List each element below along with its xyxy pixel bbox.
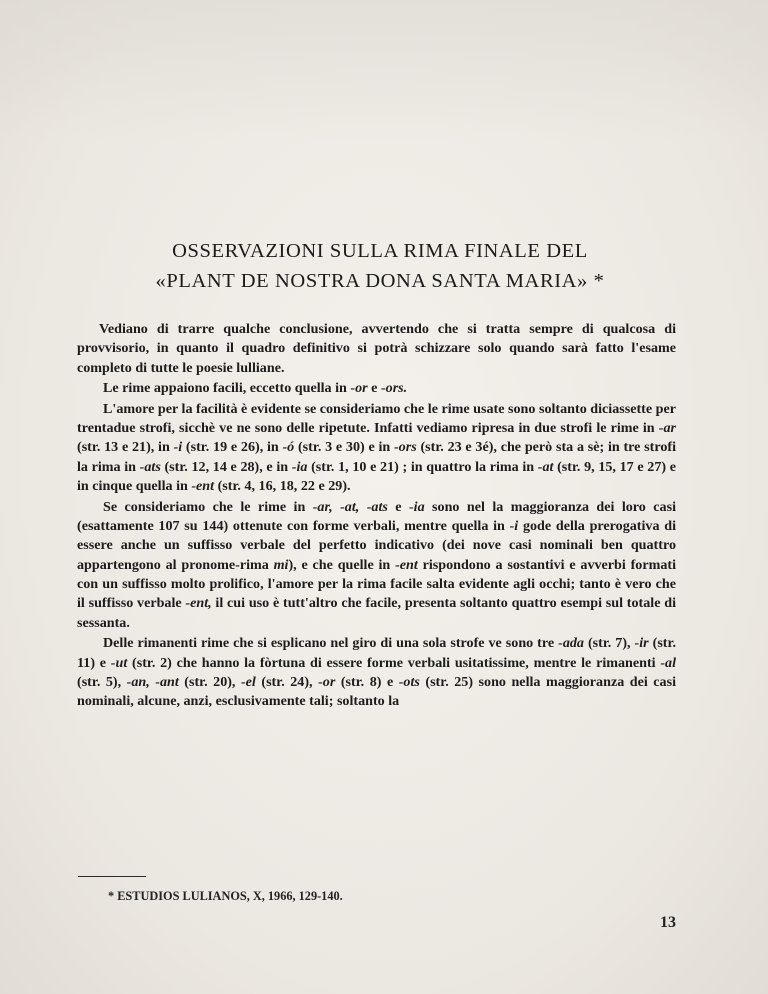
italic-term: -or bbox=[350, 380, 368, 397]
text-run: Le rime appaiono facili, eccetto quella in bbox=[103, 380, 351, 397]
italic-term: -ut bbox=[110, 654, 128, 671]
italic-term: -ors bbox=[393, 439, 417, 456]
footnote: * ESTUDIOS LULIANOS, X, 1966, 129-140. bbox=[108, 889, 343, 903]
italic-term: -ir bbox=[634, 635, 649, 652]
text-run: Vediano di trarre qualche conclusione, avvertendo che si tratta sempre di qualcosa di provvisorio, in quanto il quadro definitivo si potrà schizzare solo quando sarà fatto l'esame completo di tutte le poesie lulliane. bbox=[77, 321, 676, 376]
text-run: (str. 4, 16, 18, 22 e 29). bbox=[214, 478, 351, 495]
italic-term: -al bbox=[660, 654, 677, 671]
italic-term: -ent, bbox=[185, 595, 212, 612]
italic-term: -ats bbox=[139, 458, 161, 475]
italic-term: -ó bbox=[282, 439, 295, 456]
italic-term: -ar, -at, -ats bbox=[312, 498, 388, 515]
italic-term: -ent bbox=[191, 478, 215, 495]
text-run: (str. 12, 14 e 28), e in bbox=[160, 458, 292, 475]
text-run: (str. 9, 15, 17 e 27) e in cinque quella in bbox=[77, 458, 676, 495]
footnote-rule bbox=[78, 876, 146, 877]
article-body bbox=[77, 320, 676, 712]
text-run: (str. 25) sono nella maggioranza dei casi nominali, alcune, anzi, esclusivamente tali; soltanto la bbox=[77, 673, 676, 710]
italic-term: -ia bbox=[291, 458, 308, 475]
body-paragraph bbox=[77, 498, 676, 633]
italic-term: -ent bbox=[395, 556, 418, 573]
title-line-1: OSSERVAZIONI SULLA RIMA FINALE DEL bbox=[172, 240, 588, 262]
faded-top-bleed bbox=[0, 0, 768, 140]
text-run: (str. 3 e 30) e in bbox=[294, 439, 394, 456]
text-run: (str. 23 e 3é), che però sta a sè; in tre strofi la rima in bbox=[77, 439, 676, 475]
text-run: (str. 8) e bbox=[335, 673, 399, 690]
body-paragraph bbox=[77, 400, 676, 497]
text-run: rispondono a sostantivi e avverbi formati con un suffisso molto prolifico, l'amore per la rima facile salta evidente agli occhi; tanto è vero che il suffisso verbale bbox=[77, 556, 676, 612]
body-paragraph bbox=[77, 320, 676, 378]
article-title bbox=[100, 236, 660, 296]
italic-term: -ar bbox=[658, 420, 676, 437]
text-run: sono nel la maggioranza dei loro casi (esattamente 107 su 144) ottenute con forme verbali, mentre quella in bbox=[77, 498, 676, 534]
text-run: Delle rimanenti rime che si esplicano nel giro di una sola strofe ve sono tre bbox=[103, 635, 559, 652]
body-paragraph bbox=[77, 379, 676, 398]
body-paragraph bbox=[77, 634, 676, 711]
text-run: il cui uso è tutt'altro che facile, presenta soltanto quattro esempi sul totale di sessanta. bbox=[77, 595, 676, 631]
text-run: L'amore per la facilità è evidente se consideriamo che le rime usate sono soltanto diciassette per trentadue strofi, sicchè ve ne sono delle ripetute. Infatti vediamo ripresa in due strofi le rime in bbox=[77, 400, 676, 437]
text-run: (str. 1, 10 e 21) ; in quattro la rima in bbox=[307, 458, 538, 475]
italic-term: -ada bbox=[558, 635, 584, 652]
italic-term: -or bbox=[318, 673, 336, 690]
text-run: (str. 19 e 26), in bbox=[182, 439, 283, 456]
text-run: gode della prerogativa di essere anche un suffisso verbale del perfetto indicativo (dei nove casi nominali ben quattro appartengono al pronome-rima bbox=[77, 518, 676, 573]
text-run: (str. 11) e bbox=[77, 635, 676, 671]
italic-term: -i bbox=[509, 518, 519, 534]
italic-term: -ia bbox=[408, 498, 425, 515]
text-run: (str. 20), bbox=[178, 673, 241, 690]
text-run: (str. 13 e 21), in bbox=[77, 439, 174, 456]
italic-term: -at bbox=[537, 458, 554, 475]
title-line-2: «PLANT DE NOSTRA DONA SANTA MARIA» * bbox=[155, 270, 605, 292]
text-run: (str. 7), bbox=[583, 635, 635, 652]
page-number: 13 bbox=[660, 914, 676, 931]
text-run: (str. 24), bbox=[255, 673, 319, 690]
text-run: e bbox=[367, 380, 381, 397]
text-run: (str. 5), bbox=[77, 673, 127, 690]
italic-term: -ots bbox=[398, 673, 420, 690]
italic-term: -ors. bbox=[380, 380, 408, 397]
text-run: e bbox=[387, 498, 409, 515]
text-run: (str. 2) che hanno la fòrtuna di essere forme verbali usitatissime, mentre le rimanenti bbox=[127, 654, 661, 671]
italic-term: -i bbox=[173, 439, 183, 456]
italic-term: mi bbox=[273, 556, 289, 573]
italic-term: -an, -ant bbox=[126, 673, 179, 690]
text-run: Se consideriamo che le rime in bbox=[103, 498, 313, 515]
text-run: ), e che quelle in bbox=[288, 556, 396, 573]
italic-term: -el bbox=[240, 673, 256, 690]
